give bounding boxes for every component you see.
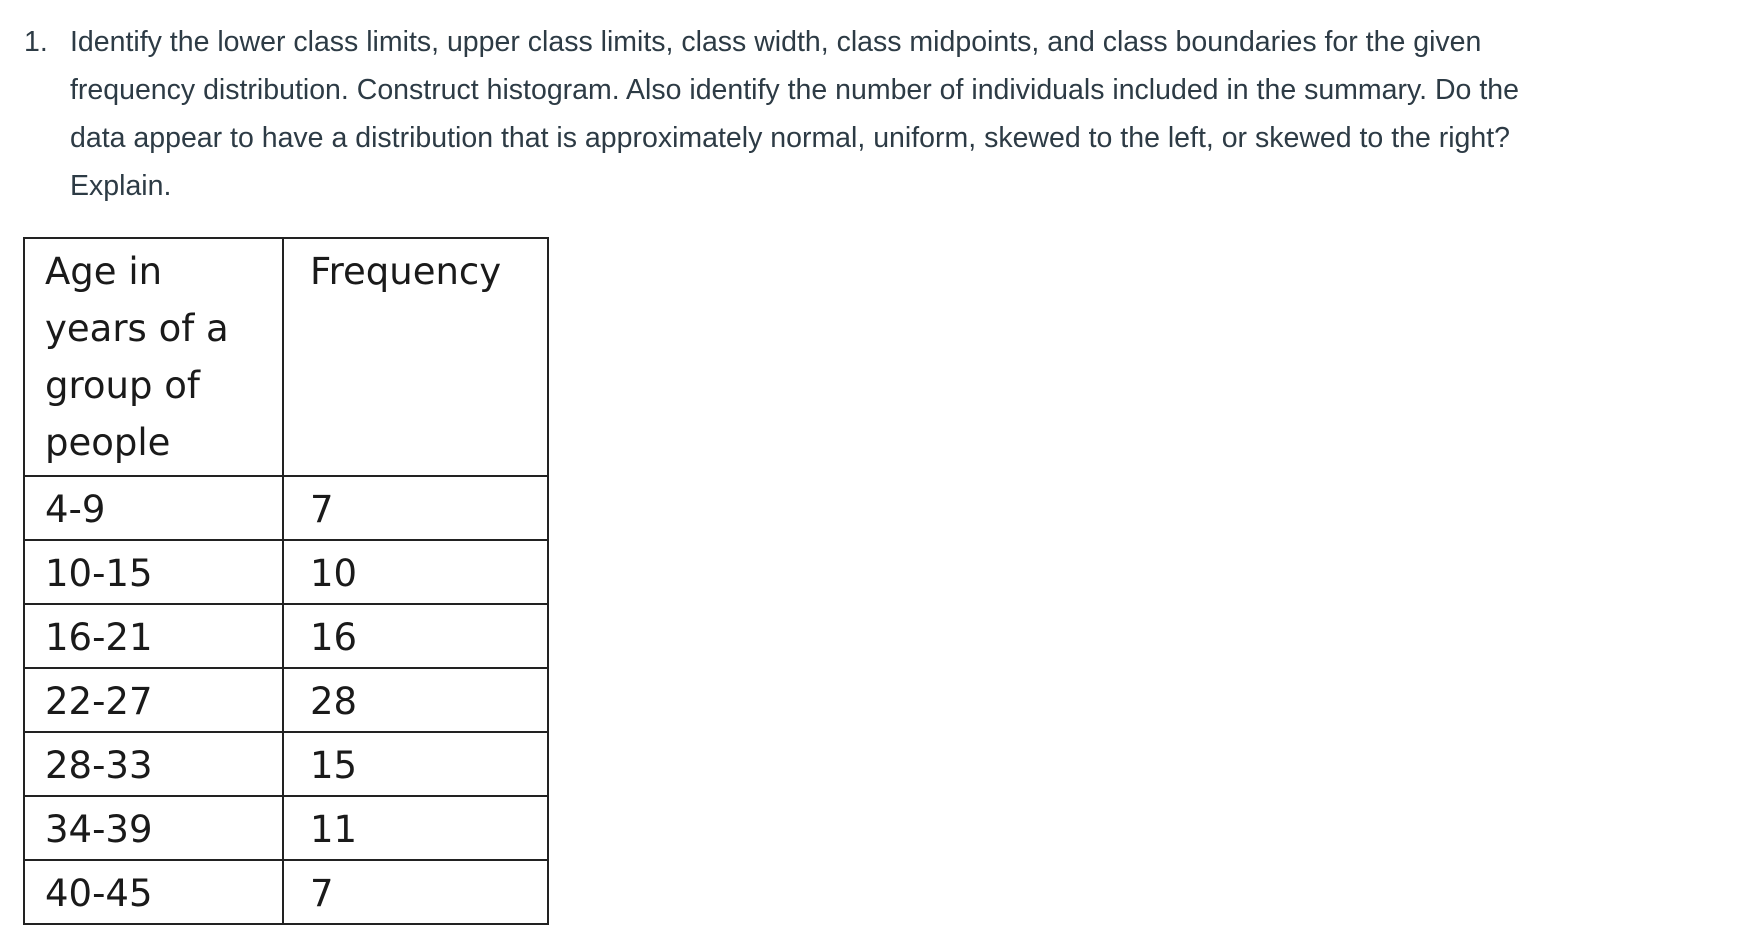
frequency-cell: 16	[283, 604, 548, 668]
header-frequency: Frequency	[283, 238, 548, 476]
frequency-table	[23, 237, 549, 925]
table-row	[24, 860, 548, 924]
frequency-cell: 10	[283, 540, 548, 604]
age-cell: 16-21	[24, 604, 283, 668]
age-cell: 22-27	[24, 668, 283, 732]
question-block	[24, 18, 1604, 210]
table-row	[24, 668, 548, 732]
frequency-cell: 15	[283, 732, 548, 796]
table-row	[24, 732, 548, 796]
frequency-cell: 7	[283, 860, 548, 924]
table-header-row	[24, 238, 548, 476]
header-age-label: Age in years of a group of people	[45, 250, 229, 464]
age-cell: 40-45	[24, 860, 283, 924]
question-number: 1.	[24, 26, 48, 58]
frequency-cell: 11	[283, 796, 548, 860]
table-row	[24, 604, 548, 668]
age-cell: 28-33	[24, 732, 283, 796]
age-cell: 10-15	[24, 540, 283, 604]
header-age	[24, 238, 283, 476]
frequency-cell: 28	[283, 668, 548, 732]
table-row	[24, 796, 548, 860]
table-row	[24, 540, 548, 604]
table-row	[24, 476, 548, 540]
age-cell: 34-39	[24, 796, 283, 860]
age-cell: 4-9	[24, 476, 283, 540]
question-text: Identify the lower class limits, upper class limits, class width, class midpoints, and class boundaries for the given frequency distribution. Construct histogram. Also identify the number of individuals included in the summary. Do the data appear to have a distribution that is approximately normal, uniform, skewed to the left, or skewed to the right? Explain.	[70, 26, 1519, 202]
frequency-cell: 7	[283, 476, 548, 540]
